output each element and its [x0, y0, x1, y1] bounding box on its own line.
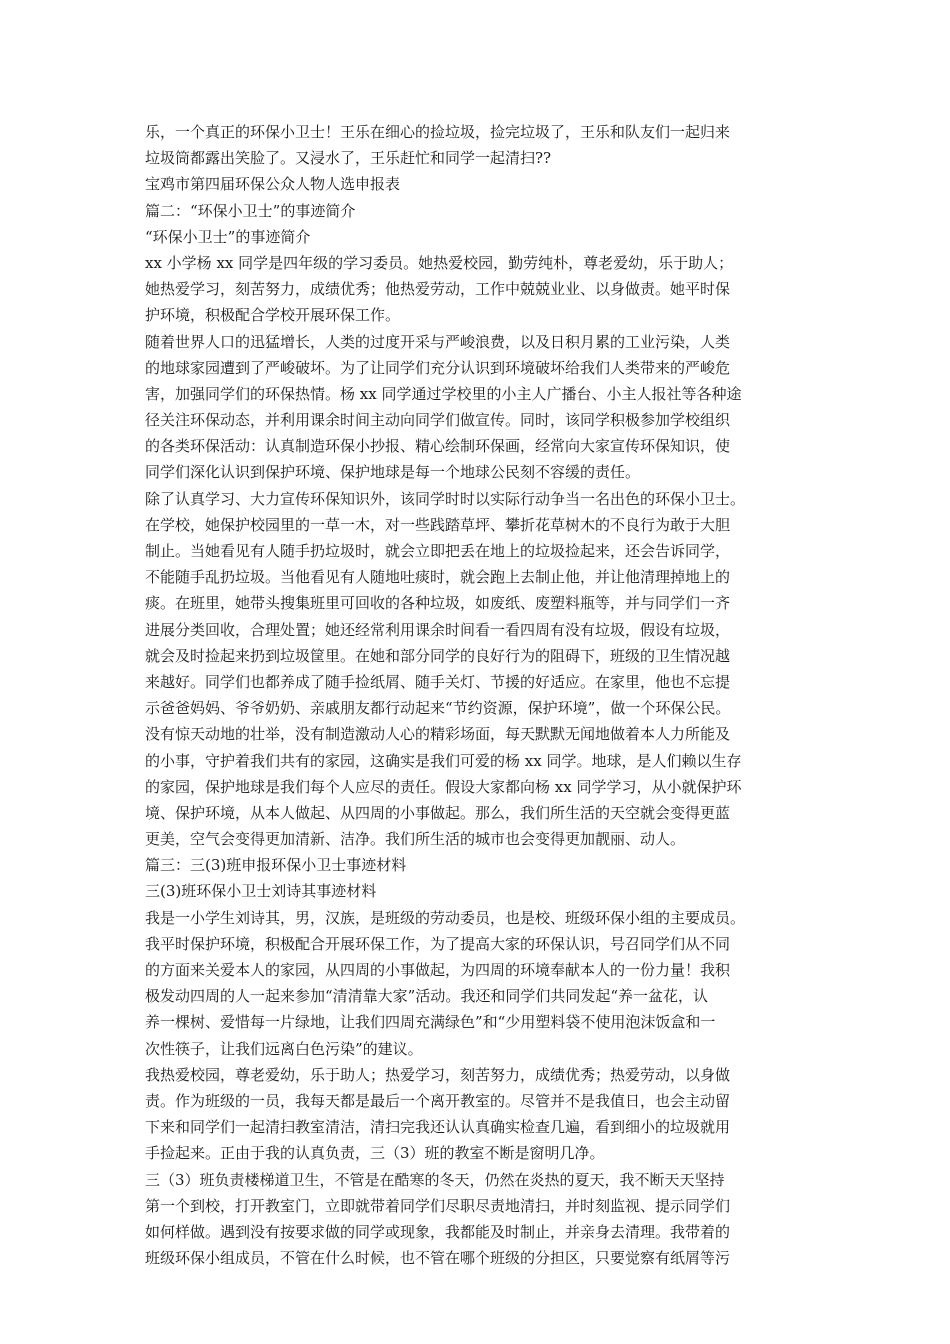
text-line: “环保小卫士”的事迹简介 [145, 227, 311, 246]
text-line: 的家园，保护地球是我们每个人应尽的责任。假设大家都向杨 xx 同学学习，从小就保护环 [145, 777, 742, 796]
text-line: 除了认真学习、大力宣传环保知识外，该同学时时以实际行动争当一名出色的环保小卫士。 [145, 489, 746, 508]
document-body [145, 119, 805, 1271]
text-line: 害，加强同学们的环保热情。杨 xx 同学通过学校里的小主人广播台、小主人报社等各种途 [145, 384, 742, 403]
text-line: 手捡起来。正由于我的认真负责，三（3）班的教室不断是窗明几净。 [145, 1144, 605, 1163]
text-line: 三(3)班环保小卫士刘诗其事迹材料 [145, 882, 377, 901]
text-line: 随着世界人口的迅猛增长，人类的过度开采与严峻浪费，以及日积月累的工业污染，人类 [145, 332, 731, 351]
text-line: 在学校，她保护校园里的一草一木，对一些践踏草坪、攀折花草树木的不良行为敢于大胆 [145, 515, 731, 534]
text-line: 我热爱校园，尊老爱幼，乐于助人；热爱学习，刻苦努力，成绩优秀；热爱劳动，以身做 [145, 1065, 731, 1084]
text-line: 的地球家园遭到了严峻破坏。为了让同学们充分认识到环境破坏给我们人类带来的严峻危 [145, 358, 731, 377]
text-line: 示爸爸妈妈、爷爷奶奶、亲戚朋友都行动起来“节约资源，保护环境”，做一个环保公民。 [145, 699, 731, 718]
text-line: 极发动四周的人一起来参加“清清靠大家”活动。我还和同学们共同发起“养一盆花，认 [145, 987, 709, 1006]
text-line: 她热爱学习，刻苦努力，成绩优秀；他热爱劳动，工作中兢兢业业、以身做责。她平时保 [145, 280, 731, 299]
text-line: 的方面来关爱本人的家园，从四周的小事做起，为四周的环境奉献本人的一份力量！我积 [145, 961, 731, 979]
text-line: 养一棵树、爱惜每一片绿地，让我们四周充满绿色”和“少用塑料袋不使用泡沫饭盒和一 [145, 1013, 716, 1032]
text-line: 的各类环保活动：认真制造环保小抄报、精心绘制环保画，经常向大家宣传环保知识，使 [145, 437, 731, 456]
text-line: 来越好。同学们也都养成了随手捡纸屑、随手关灯、节援的好适应。在家里，他也不忘提 [145, 672, 731, 691]
text-line: 下来和同学们一起清扫教室清洁，清扫完我还认认真确实检查几遍，看到细小的垃圾就用 [145, 1118, 731, 1137]
text-line: 的小事，守护着我们共有的家园，这确实是我们可爱的杨 xx 同学。地球，是人们赖以生存 [145, 751, 742, 770]
text-line: 三（3）班负责楼梯道卫生，不管是在酷寒的冬天，仍然在炎热的夏天，我不断天天坚持 [145, 1170, 725, 1189]
text-line: 同学们深化认识到保护环境、保护地球是每一个地球公民刻不容缓的责任。 [145, 463, 641, 482]
text-line: 护环境，积极配合学校开展环保工作。 [145, 306, 401, 325]
text-line: 篇三：三(3)班申报环保小卫士事迹材料 [145, 856, 407, 875]
text-line: 没有惊天动地的壮举，没有制造激动人心的精彩场面，每天默默无闻地做着本人力所能及 [145, 725, 731, 744]
text-line: 境、保护环境，从本人做起、从四周的小事做起。那么，我们所生活的天空就会变得更蓝 [145, 803, 731, 822]
text-line: 第一个到校，打开教室门，立即就带着同学们尽职尽责地清扫，并时刻监视、提示同学们 [145, 1196, 731, 1215]
text-line: 垃圾筒都露出笑脸了。又浸水了，王乐赶忙和同学一起清扫?? [145, 149, 552, 168]
text-line: 径关注环保动态，并利用课余时间主动向同学们做宣传。同时，该同学积极参加学校组织 [145, 411, 731, 430]
text-line: xx 小学杨 xx 同学是四年级的学习委员。她热爱校园，勤劳纯朴，尊老爱幼，乐于助人； [145, 253, 734, 272]
text-line: 我平时保护环境，积极配合开展环保工作，为了提高大家的环保认识，号召同学们从不同 [145, 934, 731, 953]
text-line: 制止。当她看见有人随手扔垃圾时，就会立即把丢在地上的垃圾捡起来，还会告诉同学， [145, 542, 731, 560]
text-line: 宝鸡市第四届环保公众人物人选申报表 [145, 175, 401, 194]
text-line: 篇二：“环保小卫士”的事迹简介 [145, 201, 356, 220]
text-line: 乐，一个真正的环保小卫士！王乐在细心的捡垃圾，捡完垃圾了，王乐和队友们一起归来 [145, 123, 731, 141]
text-line: 如何样做。遇到没有按要求做的同学或现象，我都能及时制止，并亲身去清理。我带着的 [145, 1222, 731, 1241]
text-line: 次性筷子，让我们远离白色污染”的建议。 [145, 1039, 423, 1058]
text-line: 进展分类回收，合理处置；她还经常利用课余时间看一看四周有没有垃圾，假设有垃圾， [145, 620, 731, 639]
text-line: 责。作为班级的一员，我每天都是最后一个离开教室的。尽管并不是我值日，也会主动留 [145, 1091, 731, 1110]
text-line: 我是一小学生刘诗其，男，汉族，是班级的劳动委员，也是校、班级环保小组的主要成员。 [145, 908, 746, 927]
text-line: 痰。在班里，她带头搜集班里可回收的各种垃圾，如废纸、废塑料瓶等，并与同学们一齐 [145, 594, 731, 613]
text-line: 就会及时捡起来扔到垃圾筐里。在她和部分同学的良好行为的阻碍下，班级的卫生情况越 [145, 646, 731, 665]
text-line: 更美，空气会变得更加清新、洁净。我们所生活的城市也会变得更加靓丽、动人。 [145, 830, 686, 849]
text-line: 班级环保小组成员，不管在什么时候，也不管在哪个班级的分担区，只要觉察有纸屑等污 [145, 1249, 731, 1268]
text-line: 不能随手乱扔垃圾。当他看见有人随地吐痰时，就会跑上去制止他，并让他清理掉地上的 [145, 568, 731, 587]
